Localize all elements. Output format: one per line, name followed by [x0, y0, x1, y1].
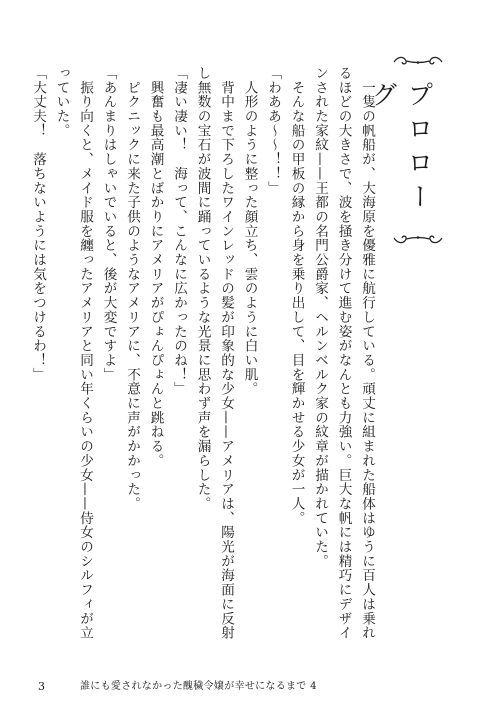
paragraph: 興奮も最高潮とばかりにアメリアがぴょんぴょんと跳ねる。 — [147, 66, 164, 468]
paragraph: 人形のように整った顔立ち、雲のように白い肌。 — [241, 66, 258, 397]
body-text — [26, 66, 379, 654]
paragraph: 背中まで下ろしたワインレッドの髪が印象的な少女——アメリアは、陽光が海面に反射し無数の宝石が波間に踊っているような光景に思わず声を漏らした。 — [194, 66, 234, 640]
dialogue-line: 「大丈夫！ 落ちないようには気をつけるわ！」 — [30, 66, 46, 382]
page-number: 3 — [38, 680, 45, 693]
running-title: 誰にも愛されなかった醜穢令嬢が幸せになるまで 4 — [80, 681, 317, 692]
paragraph: そんな船の甲板の縁から身を乗り出して、目を輝かせる少女が一人。 — [288, 66, 305, 526]
chapter-title: プロローグ — [367, 81, 433, 217]
dialogue-line: 「わああ〜〜！！」 — [265, 66, 281, 196]
paragraph: ピクニックに来た子供のようなアメリアに、不意に声がかかった。 — [124, 66, 140, 511]
ornament-flourish-icon — [392, 55, 444, 69]
chapter-heading — [367, 55, 448, 245]
page-footer — [0, 679, 500, 695]
dialogue-line: 「凄い凄い！ 海って、こんなに広かったのね！」 — [171, 66, 187, 397]
ornament-flourish-icon — [392, 231, 444, 245]
paragraph: 一隻の帆船が、大海原を優雅に航行している。頑丈に組まれた船体はゆうに百人は乗れるほどの大きさで、波を掻き分けて進む姿がなんとも力強い。巨大な帆には精巧にデザインされた家紋——王都の名門公爵家、ヘルンベルク家の紋章が描かれていた。 — [312, 66, 375, 640]
paragraph: 振り向くと、メイド服を纏ったアメリアと同い年くらいの少女——侍女のシルフィが立っていた。 — [53, 66, 93, 640]
dialogue-line: 「あんまりはしゃいでいると、後が大変ですよ」 — [100, 66, 117, 382]
